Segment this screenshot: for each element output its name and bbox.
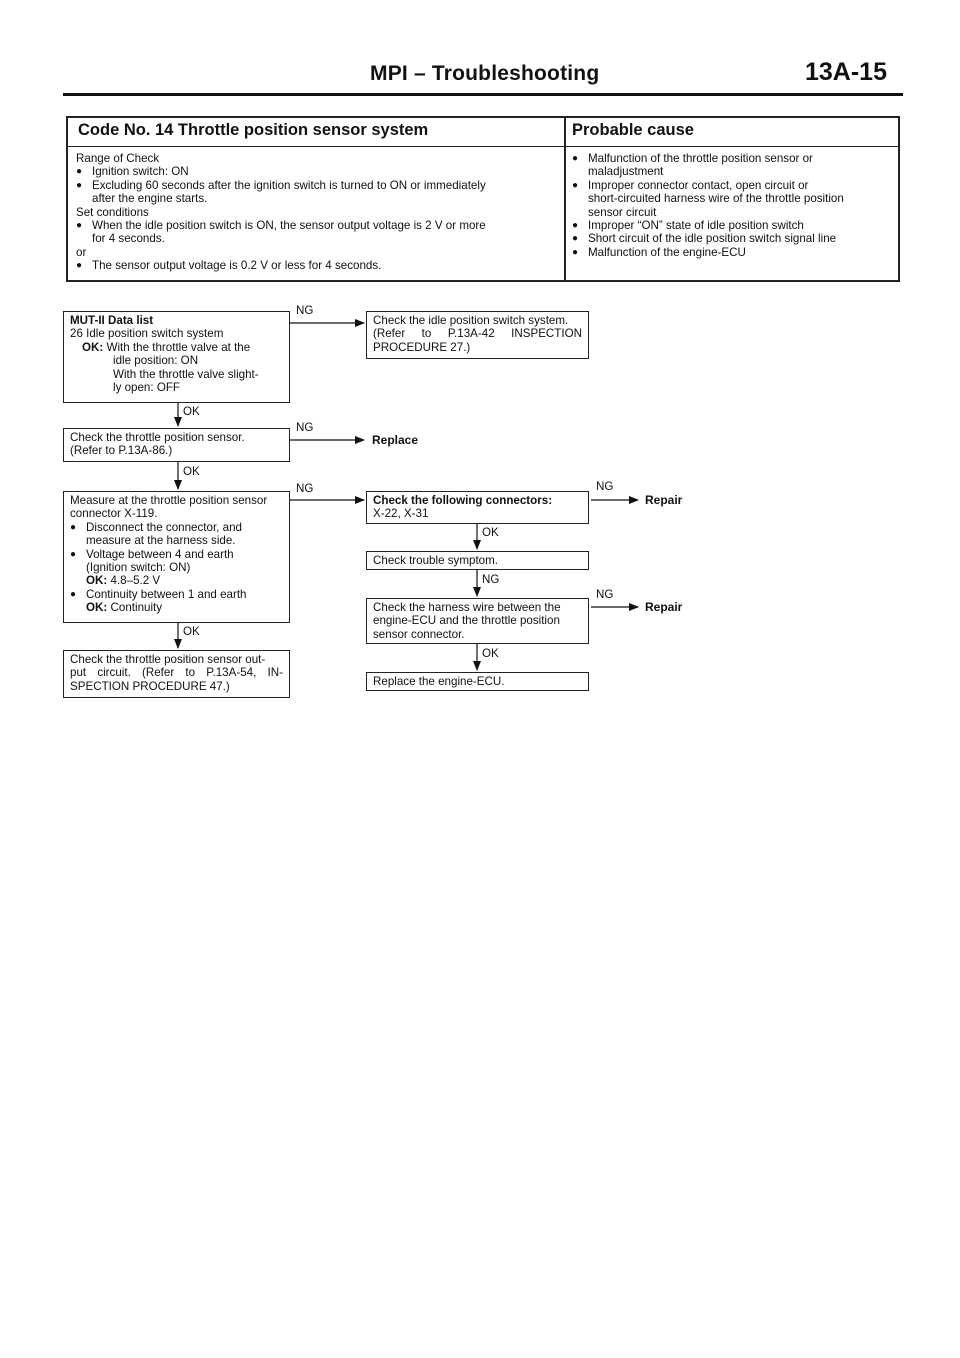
bullet-icon: ● <box>76 220 83 232</box>
condition-item-cont: for 4 seconds. <box>92 232 165 246</box>
check-idle-switch-box: Check the idle position switch system. (Refer to P.13A-42 INSPECTION PROCEDURE 27.) <box>366 311 589 359</box>
bullet-icon: ● <box>70 548 77 560</box>
ng-label: NG <box>596 480 614 493</box>
ng-label: NG <box>296 304 314 317</box>
repair-label: Repair <box>645 600 683 614</box>
check-tps-output-box: Check the throttle position sensor out- put circuit. (Refer to P.13A-54, IN- SPECTION PROCEDURE 47.) <box>63 650 290 698</box>
bullet-icon: ● <box>572 179 579 191</box>
replace-ecu-box: Replace the engine-ECU. <box>366 672 589 691</box>
ok-label: OK <box>183 465 200 478</box>
or-text: or <box>76 245 87 259</box>
measure-connector-box: Measure at the throttle position sensor connector X-119. ● Disconnect the connector, and measure at the harness side. ● Voltage between 4 and earth (Ignition switch: ON) OK: 4.8–5.2 V ● Continuity between 1 and earth OK: Continuity <box>63 491 290 623</box>
condition-item-cont: after the engine starts. <box>92 192 208 206</box>
bullet-icon: ● <box>572 220 579 232</box>
cause-item: ● Malfunction of the throttle position sensor or <box>572 152 813 165</box>
bullet-icon: ● <box>572 246 579 258</box>
cause-item: ● Improper “ON” state of idle position switch <box>572 219 804 233</box>
replace-label: Replace <box>372 433 419 447</box>
condition-item: ● Excluding 60 seconds after the ignition switch is turned to ON or immediately <box>76 178 486 192</box>
bullet-icon: ● <box>572 233 579 245</box>
bullet-icon: ● <box>70 588 77 600</box>
check-tps-box: Check the throttle position sensor. (Refer to P.13A-86.) <box>63 428 290 462</box>
code-heading: Code No. 14 Throttle position sensor system <box>78 121 429 139</box>
ng-label: NG <box>296 421 314 434</box>
bullet-icon: ● <box>76 179 83 191</box>
repair-label: Repair <box>645 493 683 507</box>
check-trouble-symptom-box: Check trouble symptom. <box>366 551 589 570</box>
ok-label: OK <box>183 405 200 418</box>
range-title: Range of Check <box>76 152 160 165</box>
condition-item: ● When the idle position switch is ON, the sensor output voltage is 2 V or more <box>76 219 486 233</box>
probable-cause-heading: Probable cause <box>572 121 694 139</box>
page-number: 13A-15 <box>805 58 887 86</box>
check-harness-box: Check the harness wire between the engine-ECU and the throttle position sensor connector. <box>366 598 589 644</box>
bullet-icon: ● <box>70 521 77 533</box>
cause-item: ● Malfunction of the engine-ECU <box>572 245 746 259</box>
check-connectors-box: Check the following connectors: X-22, X-31 <box>366 491 589 524</box>
cause-item-cont: sensor circuit <box>588 205 657 219</box>
ok-label: OK <box>482 647 499 660</box>
page-title: MPI – Troubleshooting <box>370 62 600 85</box>
bullet-icon: ● <box>76 166 83 178</box>
ng-label: NG <box>296 482 314 495</box>
ng-label: NG <box>482 573 500 586</box>
cause-item-cont: short-circuited harness wire of the throttle position <box>588 192 844 206</box>
cause-item: ● Short circuit of the idle position switch signal line <box>572 232 837 246</box>
cause-item: ● Improper connector contact, open circuit or <box>572 178 809 192</box>
mut-data-list-box: MUT-II Data list 26 Idle position switch system OK: With the throttle valve at the idle position: ON With the throttle valve slight- ly open: OFF <box>63 311 290 403</box>
ng-label: NG <box>596 588 614 601</box>
set-conditions-title: Set conditions <box>76 205 149 219</box>
ok-label: OK <box>183 625 200 638</box>
bullet-icon: ● <box>572 153 579 164</box>
cause-item-cont: maladjustment <box>588 165 664 179</box>
condition-item: ● Ignition switch: ON <box>76 165 189 179</box>
ok-label: OK <box>482 526 499 539</box>
bullet-icon: ● <box>76 260 83 272</box>
condition-item: ● The sensor output voltage is 0.2 V or less for 4 seconds. <box>76 259 382 273</box>
